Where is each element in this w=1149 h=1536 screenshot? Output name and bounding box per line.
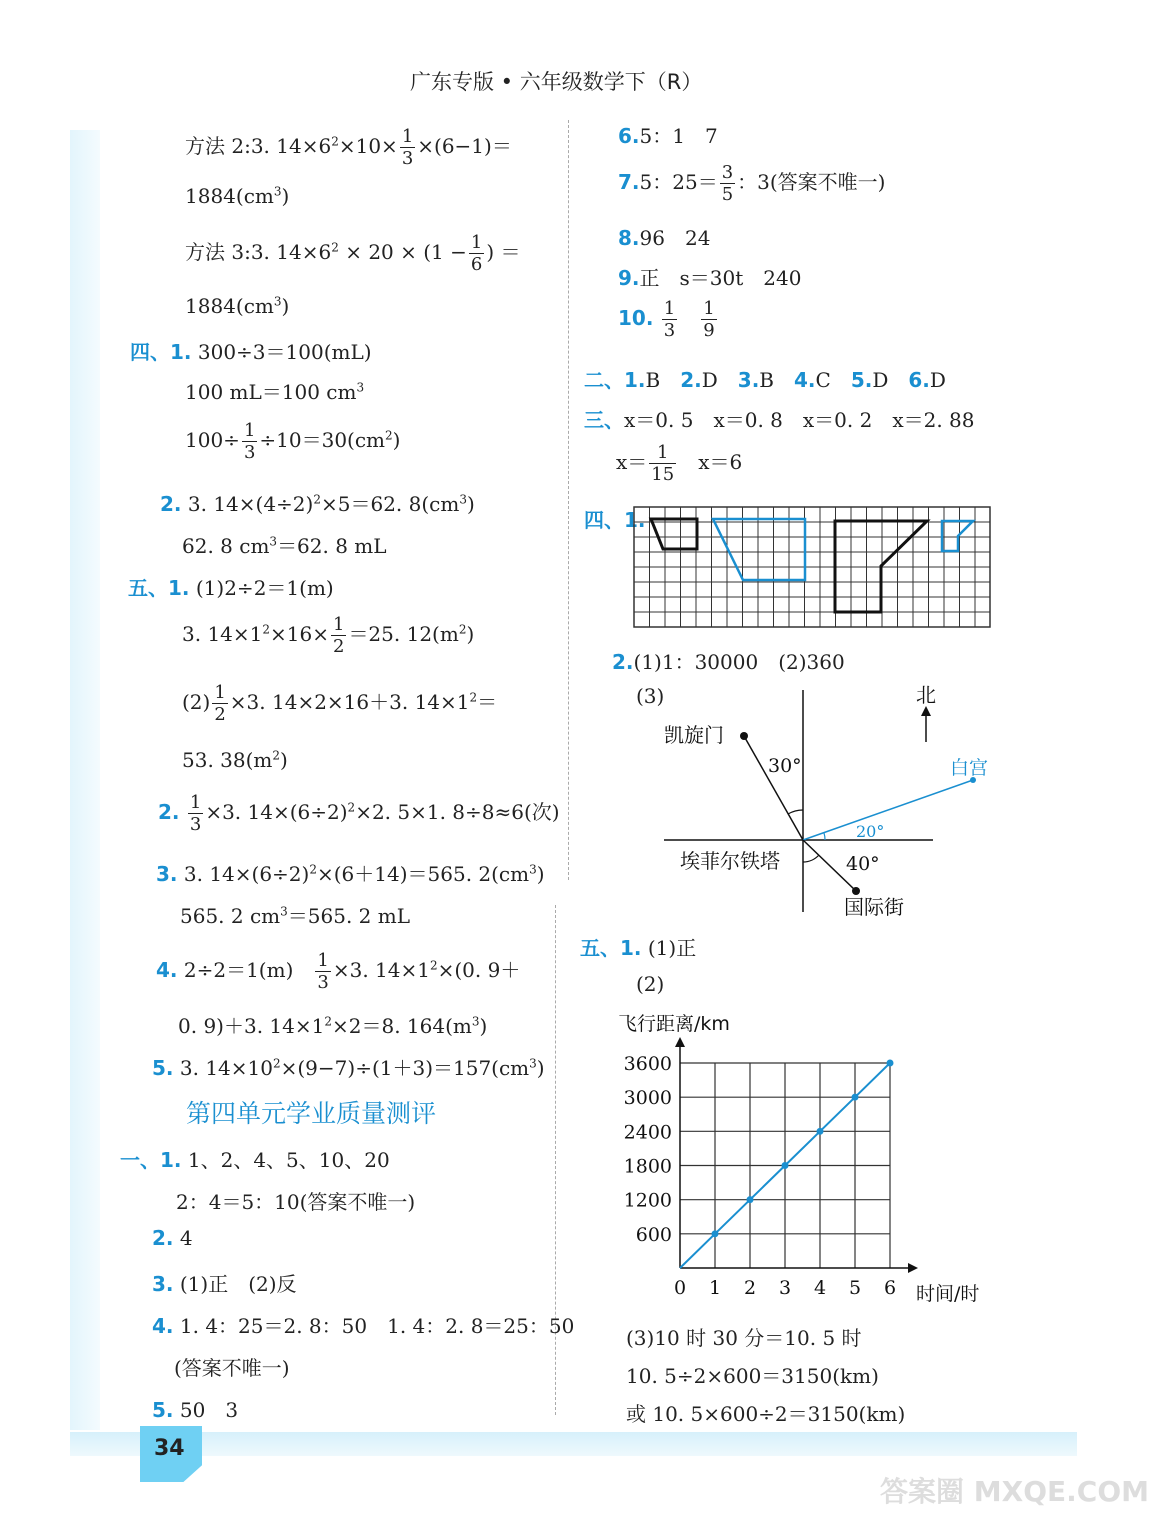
unit4-q1b: 2：4＝5：10(答案不唯一) xyxy=(176,1190,416,1214)
watermark: 答案圈 MXQE.COM xyxy=(880,1475,1149,1508)
chart-ylabel: 飞行距离/km xyxy=(618,1013,730,1035)
section-5-line1: 五、1. (1)2÷2＝1(m) xyxy=(128,576,334,600)
chart-x-tick: 5 xyxy=(849,1277,862,1299)
point-arc-de-triomphe xyxy=(740,732,748,740)
r-section-3b: x＝ $\frac{1}{15}$ x＝6 xyxy=(616,442,743,485)
section-5-q4: 4. 2÷2＝1(m) $\frac{1}{3}$ ×3. $14\times 1^2\times(0$. 9＋ xyxy=(156,950,521,993)
unit4-q3: 3. (1)正 (2)反 xyxy=(152,1272,297,1296)
r-q7: 7.5：25＝ $\frac{3}{5}$ ：3(答案不唯一) xyxy=(618,162,886,205)
chart-y-tick: 1800 xyxy=(623,1155,672,1178)
chart-data-point xyxy=(712,1230,719,1237)
chart-x-tick: 6 xyxy=(884,1277,897,1299)
r-q9: 9.正 s＝30t 240 xyxy=(618,266,802,290)
method3-result: $1884(cm^3)$ xyxy=(185,294,290,318)
arc-40 xyxy=(803,855,819,862)
r-section-4-q3: (3) xyxy=(636,684,665,708)
r-section-4: 四、1. xyxy=(584,508,646,532)
chart-data-point xyxy=(747,1196,754,1203)
unit4-q5: 5. 50 3 xyxy=(152,1398,239,1422)
method2-result: $1884(cm^3)$ xyxy=(185,184,290,208)
label-arc-de-triomphe: 凯旋门 xyxy=(664,723,724,747)
section-5-line4: 53. $38(m^2)$ xyxy=(182,748,288,772)
direction-map xyxy=(660,680,1020,920)
section-4-line1: 四、1. 300÷3＝100(mL) xyxy=(130,340,372,364)
section-5-line3: (2) $\frac{1}{2}$ ×3. 14×2×16＋3. $14\times 1^2=$ xyxy=(182,682,498,725)
chart-data-point xyxy=(887,1060,894,1067)
left-margin-band xyxy=(70,130,100,1430)
r-section-5-q2: (2) xyxy=(636,972,665,996)
reduced-shape-2 xyxy=(942,521,973,551)
page-number: 34 xyxy=(154,1436,185,1461)
north-label: 北 xyxy=(916,683,936,707)
chart-y-tick: 3600 xyxy=(623,1053,672,1075)
section-5-q4b: 0. 9)＋3. $14\times 1^2\times 2=8$. $164(m^3)$ xyxy=(178,1014,488,1038)
section-5-q3b: 565. 2 $cm^3=565$. 2 mL xyxy=(180,904,410,928)
section-4-line2: 100 mL＝100 $cm^3$ xyxy=(185,380,365,404)
r-section-3: 三、x＝0. 5 x＝0. 8 x＝0. 2 x＝2. 88 xyxy=(584,408,975,432)
r-q10: 10. $\frac{1}{3}$ $\frac{1}{9}$ xyxy=(618,298,715,341)
section-5-line2: 3. $14\times 1^2\times 16\times$ $\frac{1}{2}$ ＝25. $12(m^2)$ xyxy=(182,614,475,657)
method3-line: 方法 3:3. $14\times 6^2 \times 20 \times (1$ − $\frac{1}{6}$ ) ＝ xyxy=(185,232,521,275)
r-section-4-q2: 2.(1)1：30000 (2)360 xyxy=(612,650,845,674)
distance-time-chart xyxy=(612,1010,1012,1310)
arc-30 xyxy=(788,810,803,814)
section-5-q3: 3. 3. $14\times(6\div 2)^2\times(6+14)=565$. $2(cm^3)$ xyxy=(156,862,545,886)
page-header: 广东专版 • 六年级数学下（R） xyxy=(410,70,703,94)
section-4-q2: 2. 3. $14\times(4\div 2)^2\times 5=62$. $8(cm^3)$ xyxy=(160,492,475,516)
shape-grid xyxy=(633,506,993,632)
r-section-5-q3a: (3)10 时 30 分＝10. 5 时 xyxy=(626,1326,862,1350)
chart-x-tick: 2 xyxy=(744,1277,757,1299)
section-5-q2: 2. $\frac{1}{3}$ ×3. $14\times(6\div 2)^2\times 2$. 5×1. 8÷8≈6(次) xyxy=(158,792,560,835)
unit4-q1: 一、1. 1、2、4、5、10、20 xyxy=(120,1148,390,1172)
label-international-street: 国际街 xyxy=(844,895,904,919)
section-4-line3: 100÷ $\frac{1}{3}$ $\div 10=30(cm^2)$ xyxy=(185,420,401,463)
unit4-q4: 4. 1. 4：25＝2. 8：50 1. 4：2. 8＝25：50 xyxy=(152,1314,575,1338)
chart-y-arrow xyxy=(675,1037,685,1047)
chart-x-arrow xyxy=(908,1263,918,1273)
angle-40: 40° xyxy=(846,853,880,875)
chart-y-tick: 2400 xyxy=(623,1121,672,1144)
angle-30: 30° xyxy=(768,755,802,777)
chart-x-tick: 1 xyxy=(709,1277,722,1299)
r-section-5-q3c: 或 10. 5×600÷2＝3150(km) xyxy=(626,1402,906,1426)
r-q6: 6.5：1 7 xyxy=(618,124,718,148)
method2-line: 方法 2:3. $14\times 6^2\times 10\times$ $\frac{1}{3}$ ×(6−1)＝ xyxy=(185,126,512,169)
point-international-street xyxy=(852,887,860,895)
chart-data-point xyxy=(852,1094,859,1101)
arc-20 xyxy=(824,833,825,840)
r-section-2: 二、1.B 2.D 3.B 4.C 5.D 6.D xyxy=(584,368,946,392)
ray-white-house xyxy=(803,780,973,840)
chart-data-point xyxy=(782,1162,789,1169)
section-title: 第四单元学业质量测评 xyxy=(186,1099,437,1128)
chart-y-tick: 600 xyxy=(635,1223,672,1246)
chart-x-tick: 3 xyxy=(779,1277,792,1299)
label-white-house: 白宫 xyxy=(950,757,989,779)
bottom-band xyxy=(70,1432,1077,1456)
r-section-5: 五、1. (1)正 xyxy=(580,936,697,960)
label-eiffel-tower: 埃菲尔铁塔 xyxy=(680,849,780,873)
chart-x-tick: 4 xyxy=(814,1277,827,1299)
section-4-q2b: 62. 8 $cm^3=62$. 8 mL xyxy=(182,534,387,558)
grid-lines xyxy=(634,507,990,627)
chart-xlabel: 时间/时 xyxy=(916,1283,980,1305)
angle-20: 20° xyxy=(856,822,885,841)
column-divider xyxy=(568,120,569,880)
chart-x-tick: 0 xyxy=(674,1277,687,1299)
north-arrow-head xyxy=(921,706,931,716)
unit4-q2: 2. 4 xyxy=(152,1226,193,1250)
r-q8: 8.96 24 xyxy=(618,226,711,250)
section-5-q5: 5. 3. $14\times 10^2\times(9-7)\div(1+3)=157(cm^3)$ xyxy=(152,1056,545,1080)
unit4-q4b: (答案不唯一) xyxy=(174,1356,290,1380)
chart-data-point xyxy=(817,1128,824,1135)
original-trapezoid xyxy=(651,519,697,549)
r-section-5-q3b: 10. 5÷2×600＝3150(km) xyxy=(626,1364,879,1388)
chart-y-tick: 3000 xyxy=(623,1087,672,1110)
ray-arc-de-triomphe xyxy=(744,736,803,840)
chart-y-tick: 1200 xyxy=(623,1189,672,1212)
